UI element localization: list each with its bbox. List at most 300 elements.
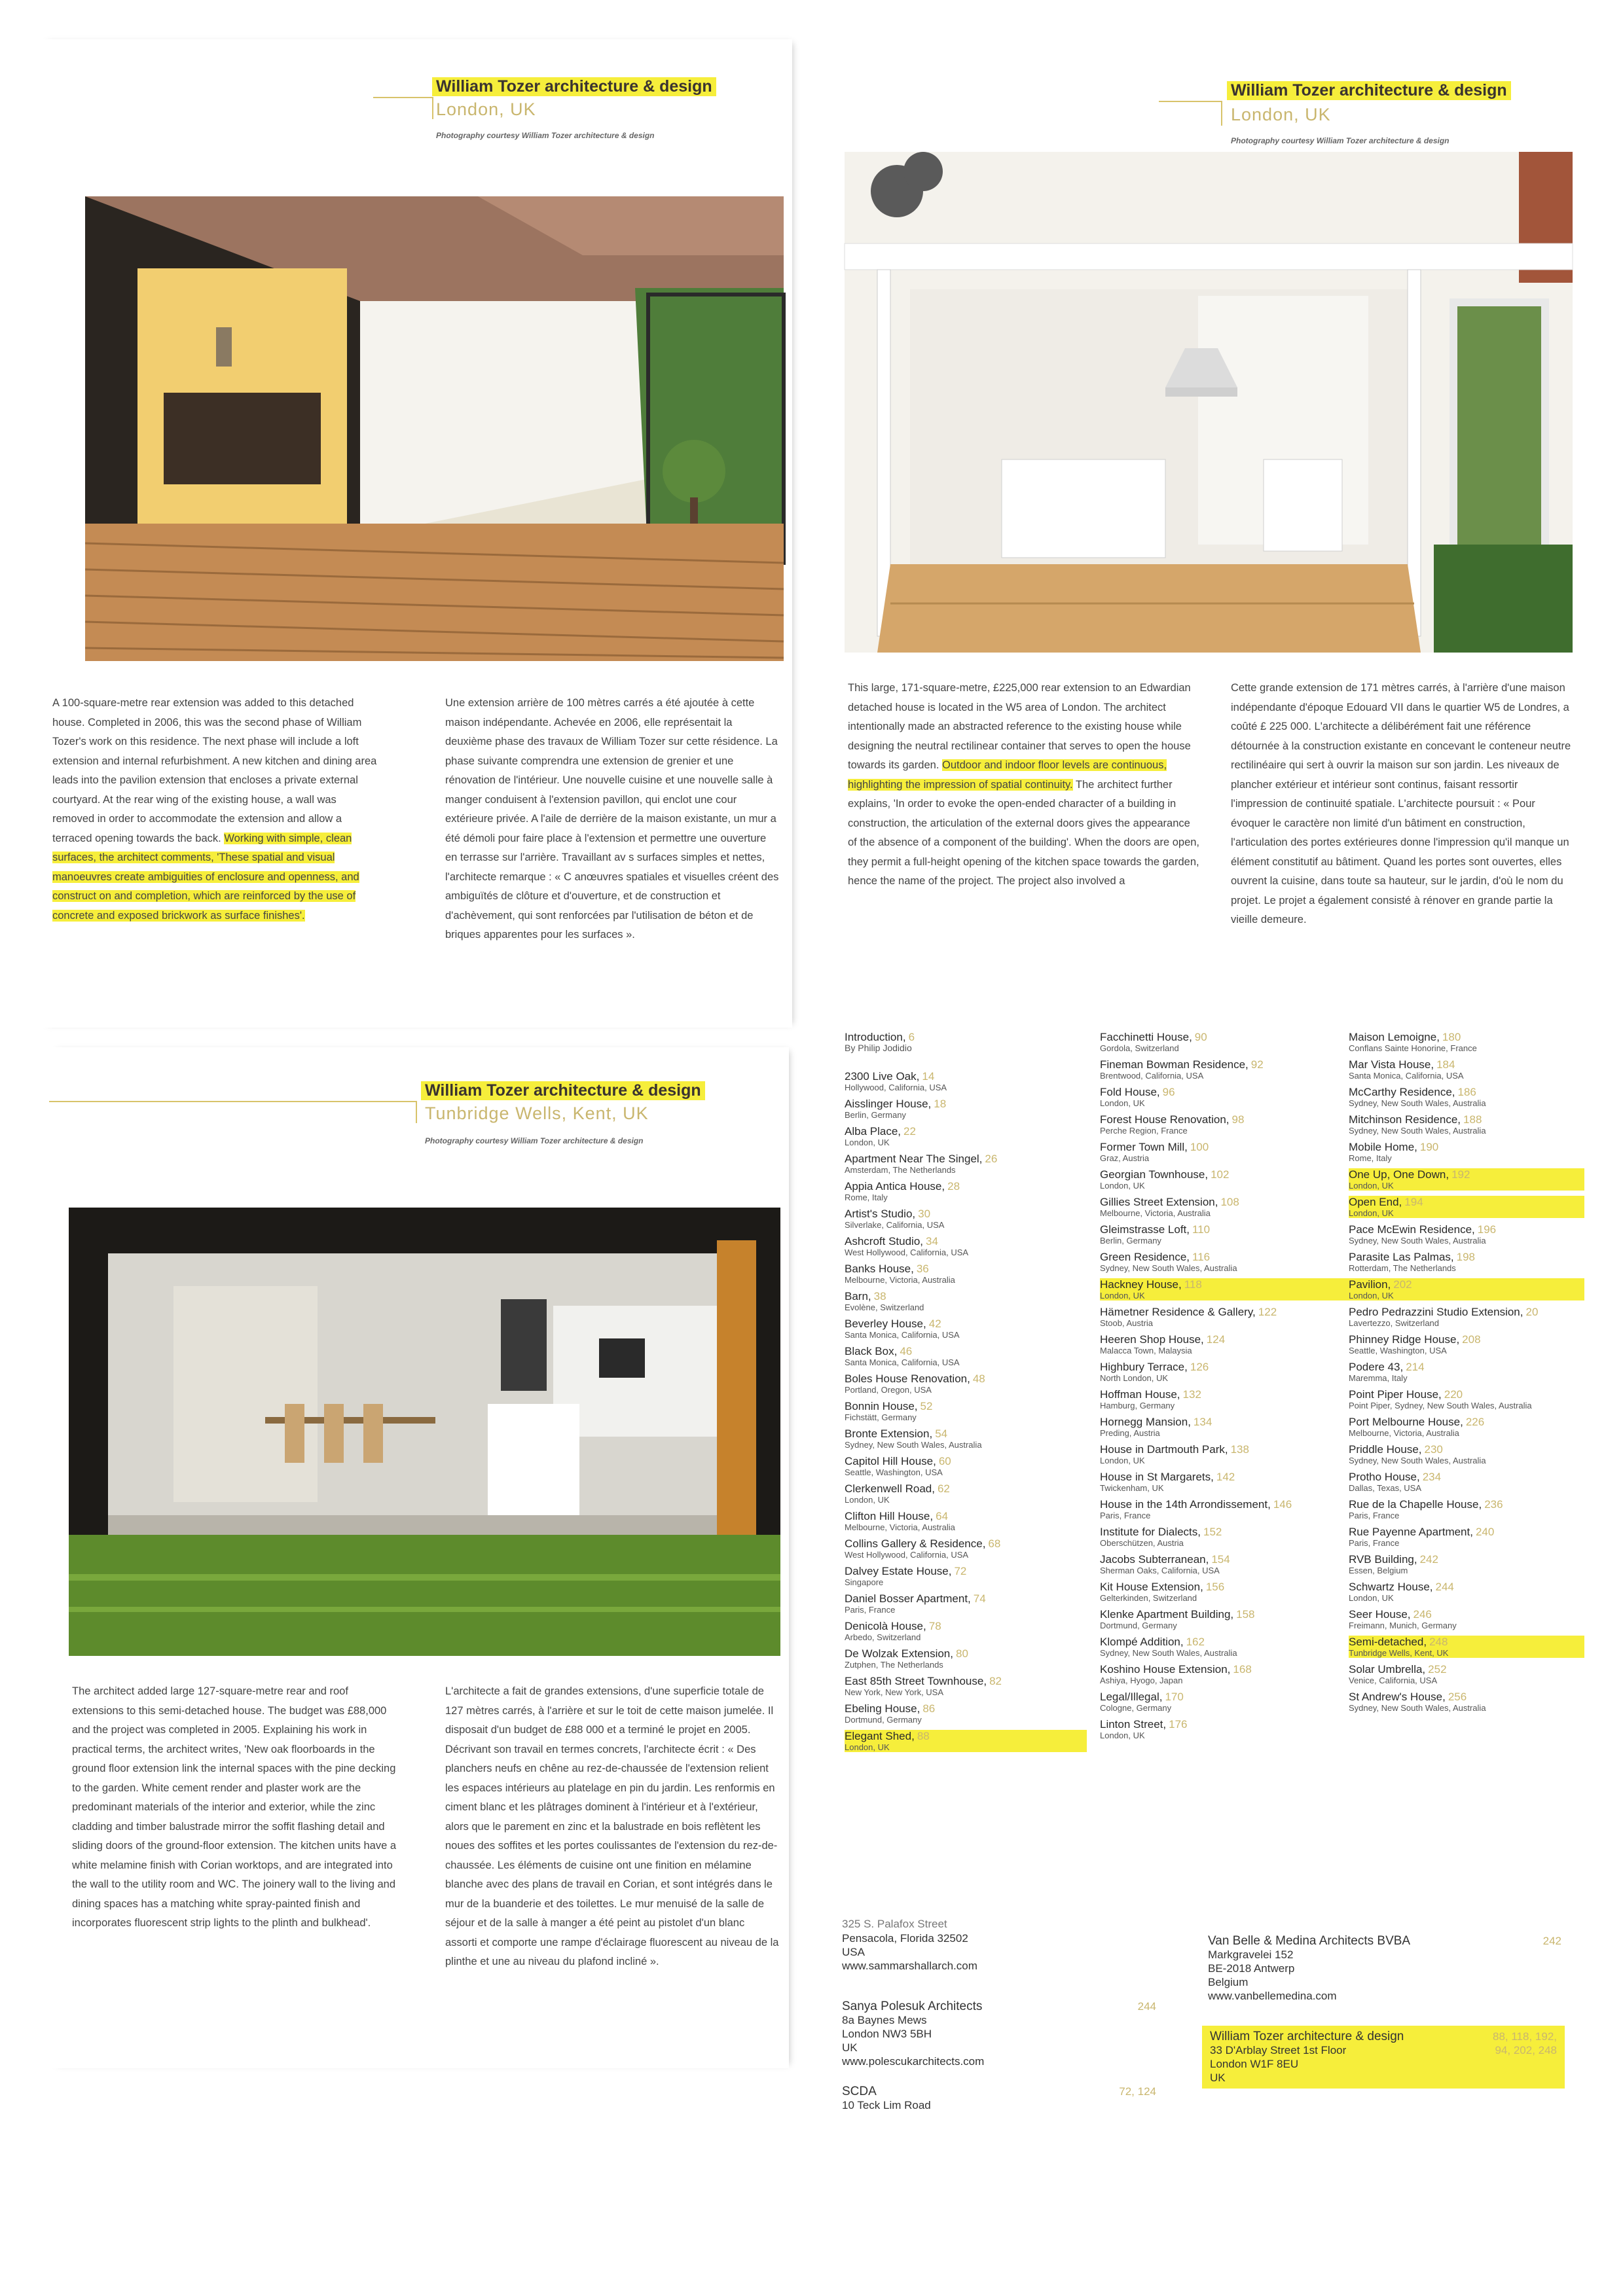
header-tick xyxy=(416,1101,417,1123)
address-line: 33 D'Arblay Street 1st Floor xyxy=(1210,2044,1347,2056)
index-entry-name xyxy=(1349,1361,1584,1373)
entry-location: Ashiya, Hyogo, Japan xyxy=(1100,1676,1183,1685)
index-entry-name xyxy=(1100,1361,1349,1373)
entry-page: 122 xyxy=(1258,1306,1277,1318)
entry-title: Appia Antica House, xyxy=(845,1180,945,1193)
index-entry xyxy=(845,1345,1087,1367)
index-entry-name xyxy=(845,1730,1087,1742)
entry-title: RVB Building, xyxy=(1349,1553,1417,1566)
entry-title: Artist's Studio, xyxy=(845,1208,916,1220)
index-entry-name xyxy=(1100,1333,1349,1346)
entry-page: 168 xyxy=(1233,1663,1252,1676)
entry-location: Maremma, Italy xyxy=(1349,1373,1408,1383)
index-entry xyxy=(1349,1058,1584,1081)
entry-title: Collins Gallery & Residence, xyxy=(845,1537,986,1550)
address-line: Belgium xyxy=(1208,1976,1249,1988)
index-entry-name xyxy=(1100,1086,1349,1098)
index-entry xyxy=(1100,1526,1349,1548)
index-entry-name xyxy=(1100,1416,1349,1428)
address-line: www.polescukarchitects.com xyxy=(842,2055,985,2068)
entry-page: 180 xyxy=(1442,1031,1461,1043)
entry-location: Graz, Austria xyxy=(1100,1153,1150,1163)
index-entry-name xyxy=(845,1455,1087,1467)
entry-title: Highbury Terrace, xyxy=(1100,1361,1188,1373)
english-paragraph: The architect added large 127-square-metre rear and roof extensions to this semi-detached house. The budget was £88,000 and the project was completed in 2005. Explaining his work in practical terms, the architect writes, 'New oak floorboards in the ground floor extension link the internal spaces with the pine decking to the garden. White cement render and plaster work are the predominant materials of the interior and exterior, while the zinc cladding and timber balustrade mirror the soffit flashing detail and sliding doors of the ground-floor extension. The kitchen units have a white melamine finish with Corian worktops, and are integrated into the wall to the utility room and WC. The joinery wall to the living and dining spaces has a matching white spray-painted finish and incorporates fluorescent strip lights to the plinth and bulkhead'. xyxy=(72,1685,396,1929)
entry-location: Sydney, New South Wales, Australia xyxy=(1349,1098,1486,1108)
entry-title: House in the 14th Arrondissement, xyxy=(1100,1498,1271,1511)
index-entry-name xyxy=(1349,1526,1584,1538)
entry-location: Dortmund, Germany xyxy=(845,1715,922,1725)
entry-title: Forest House Renovation, xyxy=(1100,1113,1230,1126)
entry-title: Institute for Dialects, xyxy=(1100,1526,1201,1538)
index-entry xyxy=(845,1510,1087,1532)
page-semi-detached xyxy=(49,1047,789,2068)
entry-location: London, UK xyxy=(1349,1181,1584,1191)
entry-title: Banks House, xyxy=(845,1263,914,1275)
index-entry xyxy=(845,1537,1087,1560)
index-entry xyxy=(845,1400,1087,1422)
address-line: UK xyxy=(1210,2072,1226,2084)
index-entry xyxy=(1100,1223,1349,1246)
entry-title: House in St Margarets, xyxy=(1100,1471,1214,1483)
entry-title: Jacobs Subterranean, xyxy=(1100,1553,1209,1566)
index-entry xyxy=(1100,1196,1349,1218)
index-entry xyxy=(845,1455,1087,1477)
entry-title: Clerkenwell Road, xyxy=(845,1482,935,1495)
entry-title: Linton Street, xyxy=(1100,1718,1167,1731)
index-entry xyxy=(1100,1306,1349,1328)
entry-page: 26 xyxy=(985,1153,998,1165)
entry-title: Mar Vista House, xyxy=(1349,1058,1434,1071)
index-entry xyxy=(1349,1636,1584,1658)
index-entry-name xyxy=(845,1592,1087,1605)
entry-location: London, UK xyxy=(1100,1731,1145,1740)
index-entry xyxy=(1100,1141,1349,1163)
entry-page: 14 xyxy=(922,1070,935,1083)
page-index xyxy=(812,1021,1591,2127)
index-entry xyxy=(845,1290,1087,1312)
index-entry-name xyxy=(1349,1058,1584,1071)
entry-page: 156 xyxy=(1205,1581,1225,1593)
entry-page: 170 xyxy=(1165,1691,1184,1703)
entry-title: Podere 43, xyxy=(1349,1361,1404,1373)
index-entry xyxy=(1349,1608,1584,1630)
index-entry xyxy=(845,1031,1087,1053)
entry-page: 74 xyxy=(973,1592,986,1605)
address-line: www.vanbellemedina.com xyxy=(1208,1990,1337,2002)
index-entry-name xyxy=(845,1510,1087,1522)
entry-page: 98 xyxy=(1231,1113,1245,1126)
index-entry xyxy=(1349,1663,1584,1685)
entry-location: Berlin, Germany xyxy=(845,1110,906,1120)
entry-page: 248 xyxy=(1429,1636,1448,1648)
project-location: London, UK xyxy=(1231,105,1331,124)
entry-title: East 85th Street Townhouse, xyxy=(845,1675,987,1687)
address-line: UK xyxy=(842,2041,858,2054)
french-text xyxy=(445,694,779,945)
index-entry-name xyxy=(1349,1636,1584,1648)
index-entry xyxy=(845,1125,1087,1147)
entry-location: Singapore xyxy=(845,1577,884,1587)
entry-title: Former Town Mill, xyxy=(1100,1141,1188,1153)
highlighted-sentence: Outdoor and indoor floor levels are continuous, highlighting the impression of spatial continuity. xyxy=(848,759,1167,791)
entry-location: Sydney, New South Wales, Australia xyxy=(1349,1126,1486,1136)
entry-title: Ebeling House, xyxy=(845,1702,921,1715)
entry-page: 6 xyxy=(908,1031,915,1043)
entry-page: 82 xyxy=(989,1675,1002,1687)
entry-page: 92 xyxy=(1250,1058,1264,1071)
index-entry-name xyxy=(1100,1526,1349,1538)
entry-location: Melbourne, Victoria, Australia xyxy=(845,1275,955,1285)
entry-location: Sydney, New South Wales, Australia xyxy=(845,1440,982,1450)
index-entry xyxy=(845,1153,1087,1175)
index-entry xyxy=(1349,1526,1584,1548)
entry-page: 146 xyxy=(1273,1498,1292,1511)
english-text xyxy=(72,1682,399,1933)
index-entry xyxy=(1349,1278,1584,1300)
index-entry xyxy=(845,1372,1087,1395)
entry-page: 72 xyxy=(954,1565,967,1577)
entry-location: Amsterdam, The Netherlands xyxy=(845,1165,956,1175)
entry-page: 20 xyxy=(1525,1306,1539,1318)
index-entry xyxy=(1100,1278,1349,1300)
entry-location: Rome, Italy xyxy=(845,1193,888,1202)
entry-location: London, UK xyxy=(1100,1456,1145,1465)
entry-title: Gleimstrasse Loft, xyxy=(1100,1223,1190,1236)
entry-page: 246 xyxy=(1413,1608,1432,1621)
entry-title: 2300 Live Oak, xyxy=(845,1070,920,1083)
entry-location: Berlin, Germany xyxy=(1100,1236,1161,1246)
entry-page: 230 xyxy=(1424,1443,1443,1456)
entry-location: By Philip Jodidio xyxy=(845,1043,912,1053)
entry-location: Tunbridge Wells, Kent, UK xyxy=(1349,1648,1584,1658)
entry-location: West Hollywood, California, USA xyxy=(845,1550,969,1560)
entry-location: Melbourne, Victoria, Australia xyxy=(845,1522,955,1532)
french-text xyxy=(1231,679,1571,930)
entry-page: 110 xyxy=(1192,1223,1211,1236)
header-tick xyxy=(1221,101,1222,126)
english-text xyxy=(52,694,380,925)
entry-title: Apartment Near The Singel, xyxy=(845,1153,983,1165)
entry-location: Fichstätt, Germany xyxy=(845,1412,917,1422)
entry-title: Priddle House, xyxy=(1349,1443,1422,1456)
header-tick xyxy=(432,97,433,119)
page-ref: 242 xyxy=(1542,1935,1561,1947)
entry-title: Mobile Home, xyxy=(1349,1141,1417,1153)
index-entry-name xyxy=(845,1153,1087,1165)
index-entry-name xyxy=(1100,1553,1349,1566)
entry-location: Melbourne, Victoria, Australia xyxy=(1349,1428,1459,1438)
index-entry-name xyxy=(1100,1058,1349,1071)
index-entry xyxy=(1349,1251,1584,1273)
entry-page: 124 xyxy=(1206,1333,1226,1346)
entry-location: Sydney, New South Wales, Australia xyxy=(1100,1648,1237,1658)
index-entry xyxy=(1349,1141,1584,1163)
english-paragraph: This large, 171-square-metre, £225,000 rear extension to an Edwardian detached house is located in the W5 area of London. The architect intentionally made an abstracted reference to the existing house while designing the neutral rectilinear container that serves to open the house towards its garden. xyxy=(848,682,1191,771)
index-entry-name xyxy=(1100,1498,1349,1511)
index-entry-name xyxy=(1349,1443,1584,1456)
entry-page: 244 xyxy=(1435,1581,1454,1593)
entry-location: London, UK xyxy=(845,1495,890,1505)
index-entry-name xyxy=(1349,1031,1584,1043)
index-entry xyxy=(1349,1031,1584,1053)
index-entry-name xyxy=(1100,1306,1349,1318)
index-entry xyxy=(1100,1333,1349,1355)
entry-location: Rotterdam, The Netherlands xyxy=(1349,1263,1456,1273)
entry-location: New York, New York, USA xyxy=(845,1687,944,1697)
entry-location: London, UK xyxy=(1349,1291,1584,1300)
address-line: London NW3 5BH xyxy=(842,2028,932,2040)
index-entry-name xyxy=(1349,1691,1584,1703)
entry-title: Ashcroft Studio, xyxy=(845,1235,924,1247)
entry-location: Gelterkinden, Switzerland xyxy=(1100,1593,1197,1603)
index-entry-name xyxy=(1100,1196,1349,1208)
entry-page: 116 xyxy=(1192,1251,1211,1263)
english-paragraph: A 100-square-metre rear extension was added to this detached house. Completed in 2006, this was the second phase of William Tozer's work on this residence. The next phase will include a loft extension and internal refurbishment. A new kitchen and dining area leads into the pavilion extension that encloses a private external courtyard. At the rear wing of the existing house, a wall was removed in order to accommodate the extension and allow a terraced opening towards the back. xyxy=(52,697,377,844)
entry-title: Alba Place, xyxy=(845,1125,901,1138)
entry-title: Fold House, xyxy=(1100,1086,1160,1098)
photo-credit: Photography courtesy William Tozer architecture & design xyxy=(1231,136,1450,145)
index-entry xyxy=(1349,1691,1584,1713)
index-column-3 xyxy=(1349,1031,1584,1718)
entry-location: Dortmund, Germany xyxy=(1100,1621,1177,1630)
page-ref: 244 xyxy=(1137,2000,1156,2013)
index-entry xyxy=(1349,1168,1584,1191)
entry-title: Pavilion, xyxy=(1349,1278,1391,1291)
entry-title: Maison Lemoigne, xyxy=(1349,1031,1440,1043)
index-entry-name xyxy=(1349,1608,1584,1621)
index-entry xyxy=(1100,1471,1349,1493)
index-entry xyxy=(1100,1361,1349,1383)
index-column-1 xyxy=(845,1031,1087,1757)
index-entry xyxy=(1100,1388,1349,1410)
entry-page: 48 xyxy=(972,1372,985,1385)
entry-title: Rue de la Chapelle House, xyxy=(1349,1498,1482,1511)
index-entry-name xyxy=(1100,1443,1349,1456)
firm-title: SCDA xyxy=(842,2085,877,2098)
index-entry xyxy=(1349,1388,1584,1410)
index-entry xyxy=(1100,1251,1349,1273)
entry-page: 202 xyxy=(1393,1278,1412,1291)
entry-location: Venice, California, USA xyxy=(1349,1676,1438,1685)
entry-title: Point Piper House, xyxy=(1349,1388,1442,1401)
index-entry-name xyxy=(1349,1553,1584,1566)
entry-title: Daniel Bosser Apartment, xyxy=(845,1592,971,1605)
firm-name: William Tozer architecture & design xyxy=(421,1081,705,1100)
entry-title: Introduction, xyxy=(845,1031,906,1043)
index-entry xyxy=(1349,1581,1584,1603)
index-entry-name xyxy=(1349,1388,1584,1401)
index-entry xyxy=(1349,1498,1584,1520)
entry-page: 42 xyxy=(928,1318,941,1330)
entry-title: Hoffman House, xyxy=(1100,1388,1180,1401)
entry-page: 162 xyxy=(1186,1636,1205,1648)
entry-page: 100 xyxy=(1190,1141,1209,1153)
entry-title: Georgian Townhouse, xyxy=(1100,1168,1209,1181)
project-photo xyxy=(85,196,784,661)
entry-title: Denicolà House, xyxy=(845,1620,926,1632)
entry-title: One Up, One Down, xyxy=(1349,1168,1450,1181)
project-photo xyxy=(69,1208,780,1656)
entry-location: Malacca Town, Malaysia xyxy=(1100,1346,1192,1355)
entry-title: Kit House Extension, xyxy=(1100,1581,1203,1593)
index-entry-name xyxy=(1100,1471,1349,1483)
entry-location: London, UK xyxy=(845,1742,1087,1752)
entry-page: 64 xyxy=(936,1510,949,1522)
index-entry-name xyxy=(1349,1223,1584,1236)
entry-location: Preding, Austria xyxy=(1100,1428,1160,1438)
entry-title: Barn, xyxy=(845,1290,871,1302)
entry-title: Capitol Hill House, xyxy=(845,1455,936,1467)
entry-page: 34 xyxy=(926,1235,938,1247)
entry-location: Gordola, Switzerland xyxy=(1100,1043,1179,1053)
entry-page: 198 xyxy=(1456,1251,1476,1263)
entry-title: Phinney Ridge House, xyxy=(1349,1333,1460,1346)
english-text xyxy=(848,679,1201,891)
index-entry xyxy=(1349,1361,1584,1383)
entry-title: Seer House, xyxy=(1349,1608,1411,1621)
address-line: BE-2018 Antwerp xyxy=(1208,1962,1295,1975)
entry-page: 108 xyxy=(1220,1196,1239,1208)
index-entry-name xyxy=(1349,1663,1584,1676)
entry-location: Brentwood, California, USA xyxy=(1100,1071,1204,1081)
index-entry xyxy=(1100,1058,1349,1081)
address-line: Pensacola, Florida 32502 xyxy=(842,1932,968,1945)
entry-title: Rue Payenne Apartment, xyxy=(1349,1526,1473,1538)
address-polescuk xyxy=(842,2000,1156,2068)
page-refs: 94, 202, 248 xyxy=(1495,2044,1557,2056)
entry-location: Sydney, New South Wales, Australia xyxy=(1349,1703,1486,1713)
entry-page: 226 xyxy=(1465,1416,1485,1428)
entry-location: London, UK xyxy=(845,1138,890,1147)
index-entry-name xyxy=(845,1235,1087,1247)
entry-location: Sydney, New South Wales, Australia xyxy=(1349,1456,1486,1465)
index-entry-name xyxy=(1100,1223,1349,1236)
entry-title: Port Melbourne House, xyxy=(1349,1416,1463,1428)
index-entry-name xyxy=(845,1620,1087,1632)
entry-title: Klompé Addition, xyxy=(1100,1636,1184,1648)
entry-title: Beverley House, xyxy=(845,1318,926,1330)
index-entry-name xyxy=(845,1702,1087,1715)
index-entry-name xyxy=(1100,1691,1349,1703)
index-entry-name xyxy=(1100,1113,1349,1126)
entry-page: 28 xyxy=(947,1180,960,1193)
index-entry-name xyxy=(845,1318,1087,1330)
entry-location: Santa Monica, California, USA xyxy=(845,1357,960,1367)
entry-page: 214 xyxy=(1406,1361,1425,1373)
english-paragraph-cont: The architect further explains, 'In order to evoke the open-ended character of a building in construction, the articulation of the external doors gives the appearance of the absence of a component of the building'. When the doors are open, they permit a full-height opening of the kitchen space towards the garden, hence the name of the project. The project also involved a xyxy=(848,778,1200,887)
french-paragraph: Cette grande extension de 171 mètres carrés, à l'arrière d'une maison indépendante d'époque Edouard VII dans le quartier W5 de Londres, a coûté £ 225 000. L'architecte a délibérément fait une référence détournée à la construction existante en concevant le conteneur neutre rectilinéaire qui sert à ouvrir la maison sur son jardin. Les niveaux de plancher extérieur et intérieur sont continus, faisant ressortir l'impression de continuité spatiale. L'architecte poursuit : « Pour évoquer le caractère non limité d'un bâtiment en construction, l'articulation des portes extérieures donne l'impression qu'il manque un élément constitutif au bâtiment. Quand les portes sont ouvertes, elles ouvrent la cuisine, dans toute sa hauteur, sur le jardin, d'où le nom du projet. Le projet a également consisté à rénover en grande partie la vieille demeure. xyxy=(1231,682,1571,925)
entry-title: House in Dartmouth Park, xyxy=(1100,1443,1228,1456)
entry-page: 176 xyxy=(1169,1718,1188,1731)
index-entry-name xyxy=(1349,1278,1584,1291)
page-london-pavilion xyxy=(39,39,792,1028)
address-william-tozer xyxy=(1202,2026,1565,2089)
entry-title: Clifton Hill House, xyxy=(845,1510,934,1522)
entry-location: Evolène, Switzerland xyxy=(845,1302,924,1312)
page-open-end xyxy=(818,60,1584,1022)
entry-page: 192 xyxy=(1451,1168,1470,1181)
entry-title: Pace McEwin Residence, xyxy=(1349,1223,1475,1236)
index-entry-name xyxy=(845,1675,1087,1687)
entry-page: 154 xyxy=(1211,1553,1230,1566)
firm-name: William Tozer architecture & design xyxy=(432,77,716,96)
entry-page: 22 xyxy=(903,1125,916,1138)
entry-location: Hollywood, California, USA xyxy=(845,1083,947,1092)
index-entry-name xyxy=(1100,1581,1349,1593)
entry-location: Essen, Belgium xyxy=(1349,1566,1408,1575)
entry-page: 240 xyxy=(1475,1526,1495,1538)
entry-location: Santa Monica, California, USA xyxy=(1349,1071,1464,1081)
index-entry-name xyxy=(1349,1306,1584,1318)
index-entry-name xyxy=(1349,1416,1584,1428)
index-entry-name xyxy=(1100,1031,1349,1043)
firm-name: William Tozer architecture & design xyxy=(1227,81,1511,100)
index-entry xyxy=(845,1318,1087,1340)
entry-location: Sherman Oaks, California, USA xyxy=(1100,1566,1220,1575)
entry-page: 256 xyxy=(1448,1691,1467,1703)
index-entry-name xyxy=(1100,1608,1349,1621)
entry-title: Green Residence, xyxy=(1100,1251,1190,1263)
entry-title: Bonnin House, xyxy=(845,1400,918,1412)
entry-page: 68 xyxy=(988,1537,1001,1550)
index-entry xyxy=(1100,1443,1349,1465)
entry-page: 96 xyxy=(1162,1086,1175,1098)
address-line: USA xyxy=(842,1946,865,1958)
entry-page: 88 xyxy=(917,1730,930,1742)
entry-title: Hackney House, xyxy=(1100,1278,1182,1291)
index-entry-name xyxy=(845,1263,1087,1275)
entry-location: Hamburg, Germany xyxy=(1100,1401,1175,1410)
entry-location: Stoob, Austria xyxy=(1100,1318,1153,1328)
entry-title: Parasite Las Palmas, xyxy=(1349,1251,1454,1263)
index-entry-name xyxy=(845,1031,1087,1043)
index-entry xyxy=(845,1702,1087,1725)
entry-title: Fineman Bowman Residence, xyxy=(1100,1058,1249,1071)
page-ref: 72, 124 xyxy=(1119,2085,1156,2098)
entry-page: 46 xyxy=(900,1345,913,1357)
entry-location: Sydney, New South Wales, Australia xyxy=(1100,1263,1237,1273)
entry-location: West Hollywood, California, USA xyxy=(845,1247,969,1257)
entry-title: Schwartz House, xyxy=(1349,1581,1433,1593)
index-entry xyxy=(1100,1031,1349,1053)
entry-page: 184 xyxy=(1436,1058,1455,1071)
firm-title: Van Belle & Medina Architects BVBA xyxy=(1208,1934,1411,1948)
entry-location: Sydney, New South Wales, Australia xyxy=(1349,1236,1486,1246)
index-entry xyxy=(845,1647,1087,1670)
index-entry xyxy=(845,1565,1087,1587)
entry-location: Oberschützen, Austria xyxy=(1100,1538,1184,1548)
index-entry-name xyxy=(1349,1113,1584,1126)
entry-page: 78 xyxy=(928,1620,941,1632)
entry-page: 80 xyxy=(955,1647,968,1660)
french-text xyxy=(445,1682,779,1972)
index-entry xyxy=(1100,1608,1349,1630)
entry-title: Hämetner Residence & Gallery, xyxy=(1100,1306,1256,1318)
index-entry xyxy=(1349,1306,1584,1328)
project-location: London, UK xyxy=(436,99,536,119)
page-refs: 88, 118, 192, xyxy=(1493,2030,1557,2043)
entry-page: 54 xyxy=(935,1427,948,1440)
address-line: 8a Baynes Mews xyxy=(842,2014,927,2026)
index-entry-name xyxy=(1100,1636,1349,1648)
project-photo xyxy=(845,152,1573,653)
entry-page: 30 xyxy=(918,1208,931,1220)
header-rule xyxy=(1159,101,1222,102)
entry-title: Black Box, xyxy=(845,1345,898,1357)
index-entry xyxy=(845,1235,1087,1257)
index-entry xyxy=(1349,1196,1584,1218)
